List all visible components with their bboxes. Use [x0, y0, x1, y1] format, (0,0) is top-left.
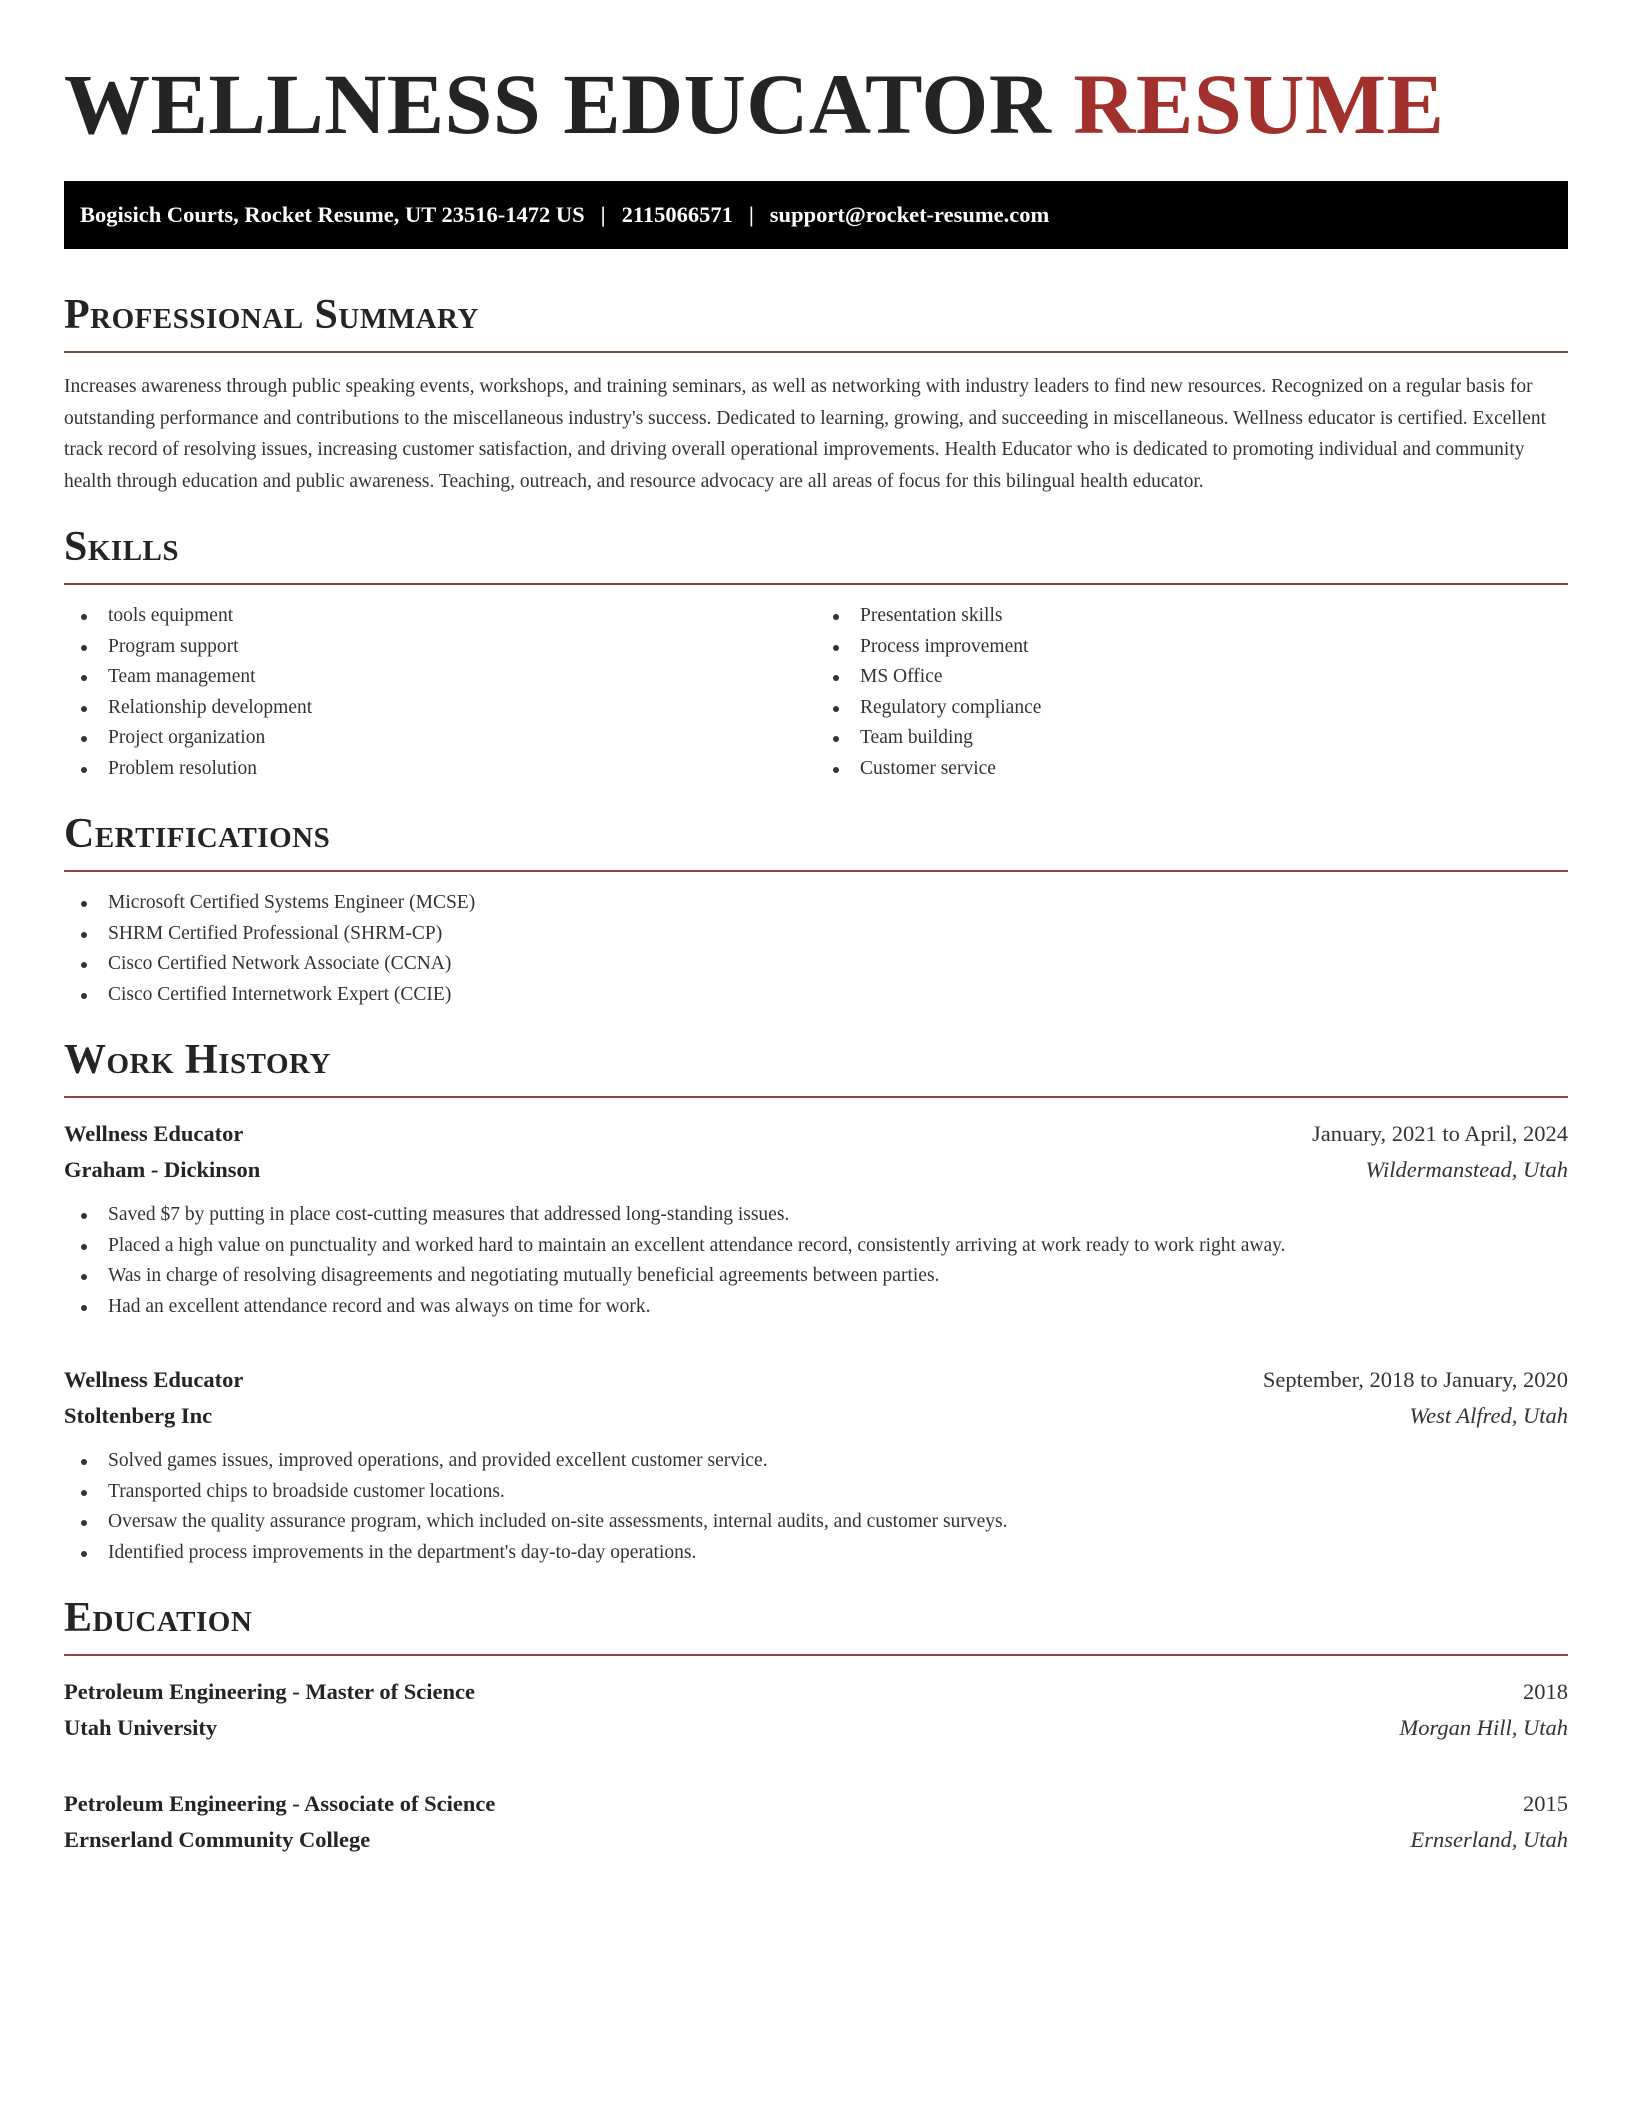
skill-item: MS Office [816, 662, 1568, 693]
education-year: 2018 [1523, 1679, 1568, 1704]
education-degree: Petroleum Engineering - Associate of Science [64, 1791, 496, 1816]
certifications-section [64, 812, 1568, 1010]
contact-separator: | [748, 202, 754, 227]
certifications-list [64, 888, 1568, 1010]
skills-heading: Skills [64, 524, 180, 570]
education-entry [64, 1786, 1568, 1858]
skill-item: Regulatory compliance [816, 693, 1568, 724]
contact-email: support@rocket-resume.com [769, 202, 1050, 227]
education-degree-row [64, 1674, 1568, 1710]
education-degree-row [64, 1786, 1568, 1822]
title-main: WELLNESS EDUCATOR [64, 56, 1052, 152]
certifications-heading: Certifications [64, 811, 331, 857]
certification-item: Microsoft Certified Systems Engineer (MCSE) [64, 888, 1568, 919]
section-divider [64, 351, 1568, 353]
job-company-row [64, 1152, 1568, 1188]
job-duty-item: Had an excellent attendance record and was always on time for work. [64, 1292, 1568, 1323]
job-location: West Alfred, Utah [1409, 1403, 1568, 1428]
skill-item: Presentation skills [816, 601, 1568, 632]
skill-item: tools equipment [64, 601, 816, 632]
certification-item: Cisco Certified Network Associate (CCNA) [64, 949, 1568, 980]
job-header-row [64, 1362, 1568, 1398]
certification-item: SHRM Certified Professional (SHRM-CP) [64, 919, 1568, 950]
job-company: Stoltenberg Inc [64, 1403, 213, 1428]
skills-list-left [64, 601, 816, 784]
work-history-heading: Work History [64, 1037, 331, 1083]
education-location: Ernserland, Utah [1410, 1827, 1568, 1852]
education-school-row [64, 1710, 1568, 1746]
education-school-row [64, 1822, 1568, 1858]
skill-item: Program support [64, 632, 816, 663]
job-entry [64, 1116, 1568, 1322]
education-entry [64, 1674, 1568, 1746]
contact-phone: 2115066571 [621, 202, 733, 227]
job-title: Wellness Educator [64, 1367, 244, 1392]
education-degree: Petroleum Engineering - Master of Science [64, 1679, 475, 1704]
certification-item: Cisco Certified Internetwork Expert (CCIE) [64, 980, 1568, 1011]
job-company-row [64, 1398, 1568, 1434]
skills-list-right [816, 601, 1568, 784]
education-location: Morgan Hill, Utah [1399, 1715, 1568, 1740]
job-duty-item: Was in charge of resolving disagreements and negotiating mutually beneficial agreements between parties. [64, 1261, 1568, 1292]
skill-item: Relationship development [64, 693, 816, 724]
resume-title [64, 58, 1568, 150]
job-duty-item: Solved games issues, improved operations, and provided excellent customer service. [64, 1446, 1568, 1477]
title-accent: RESUME [1073, 56, 1445, 152]
education-heading: Education [64, 1595, 253, 1641]
contact-bar [64, 181, 1568, 249]
job-title: Wellness Educator [64, 1121, 244, 1146]
job-duty-item: Oversaw the quality assurance program, which included on-site assessments, internal audits, and customer surveys. [64, 1507, 1568, 1538]
summary-section [64, 293, 1568, 497]
education-school: Utah University [64, 1715, 218, 1740]
contact-address: Bogisich Courts, Rocket Resume, UT 23516-1472 US [80, 202, 585, 227]
summary-text: Increases awareness through public speaking events, workshops, and training seminars, as well as networking with industry leaders to find new resources. Recognized on a regular basis for outstanding performance and contributions to the miscellaneous industry's success. Dedicated to learning, growing, and succeeding in miscellaneous. Wellness educator is certified. Excellent track record of resolving issues, increasing customer satisfaction, and driving overall operational improvements. Health Educator who is dedicated to promoting individual and community health through education and public awareness. Teaching, outreach, and resource advocacy are all areas of focus for this bilingual health educator. [64, 376, 1547, 492]
job-duty-item: Placed a high value on punctuality and worked hard to maintain an excellent attendance record, consistently arriving at work ready to work right away. [64, 1231, 1568, 1262]
job-location: Wildermanstead, Utah [1365, 1157, 1568, 1182]
skills-section [64, 525, 1568, 784]
skill-item: Team building [816, 723, 1568, 754]
job-entry [64, 1362, 1568, 1568]
skill-item: Team management [64, 662, 816, 693]
education-year: 2015 [1523, 1791, 1568, 1816]
job-dates: September, 2018 to January, 2020 [1262, 1367, 1568, 1392]
job-duties-list [64, 1200, 1568, 1322]
summary-heading: Professional Summary [64, 292, 479, 338]
job-duties-list [64, 1446, 1568, 1568]
skill-item: Process improvement [816, 632, 1568, 663]
skills-grid [64, 585, 1568, 784]
contact-separator: | [600, 202, 606, 227]
job-duty-item: Identified process improvements in the department's day-to-day operations. [64, 1538, 1568, 1569]
job-header-row [64, 1116, 1568, 1152]
section-divider [64, 1096, 1568, 1098]
job-dates: January, 2021 to April, 2024 [1311, 1121, 1568, 1146]
section-divider [64, 1654, 1568, 1656]
job-company: Graham - Dickinson [64, 1157, 261, 1182]
job-duty-item: Saved $7 by putting in place cost-cutting measures that addressed long-standing issues. [64, 1200, 1568, 1231]
job-duty-item: Transported chips to broadside customer locations. [64, 1477, 1568, 1508]
work-history-section [64, 1038, 1568, 1568]
education-section [64, 1596, 1568, 1858]
skill-item: Problem resolution [64, 754, 816, 785]
skill-item: Customer service [816, 754, 1568, 785]
skill-item: Project organization [64, 723, 816, 754]
section-divider [64, 870, 1568, 872]
education-school: Ernserland Community College [64, 1827, 371, 1852]
